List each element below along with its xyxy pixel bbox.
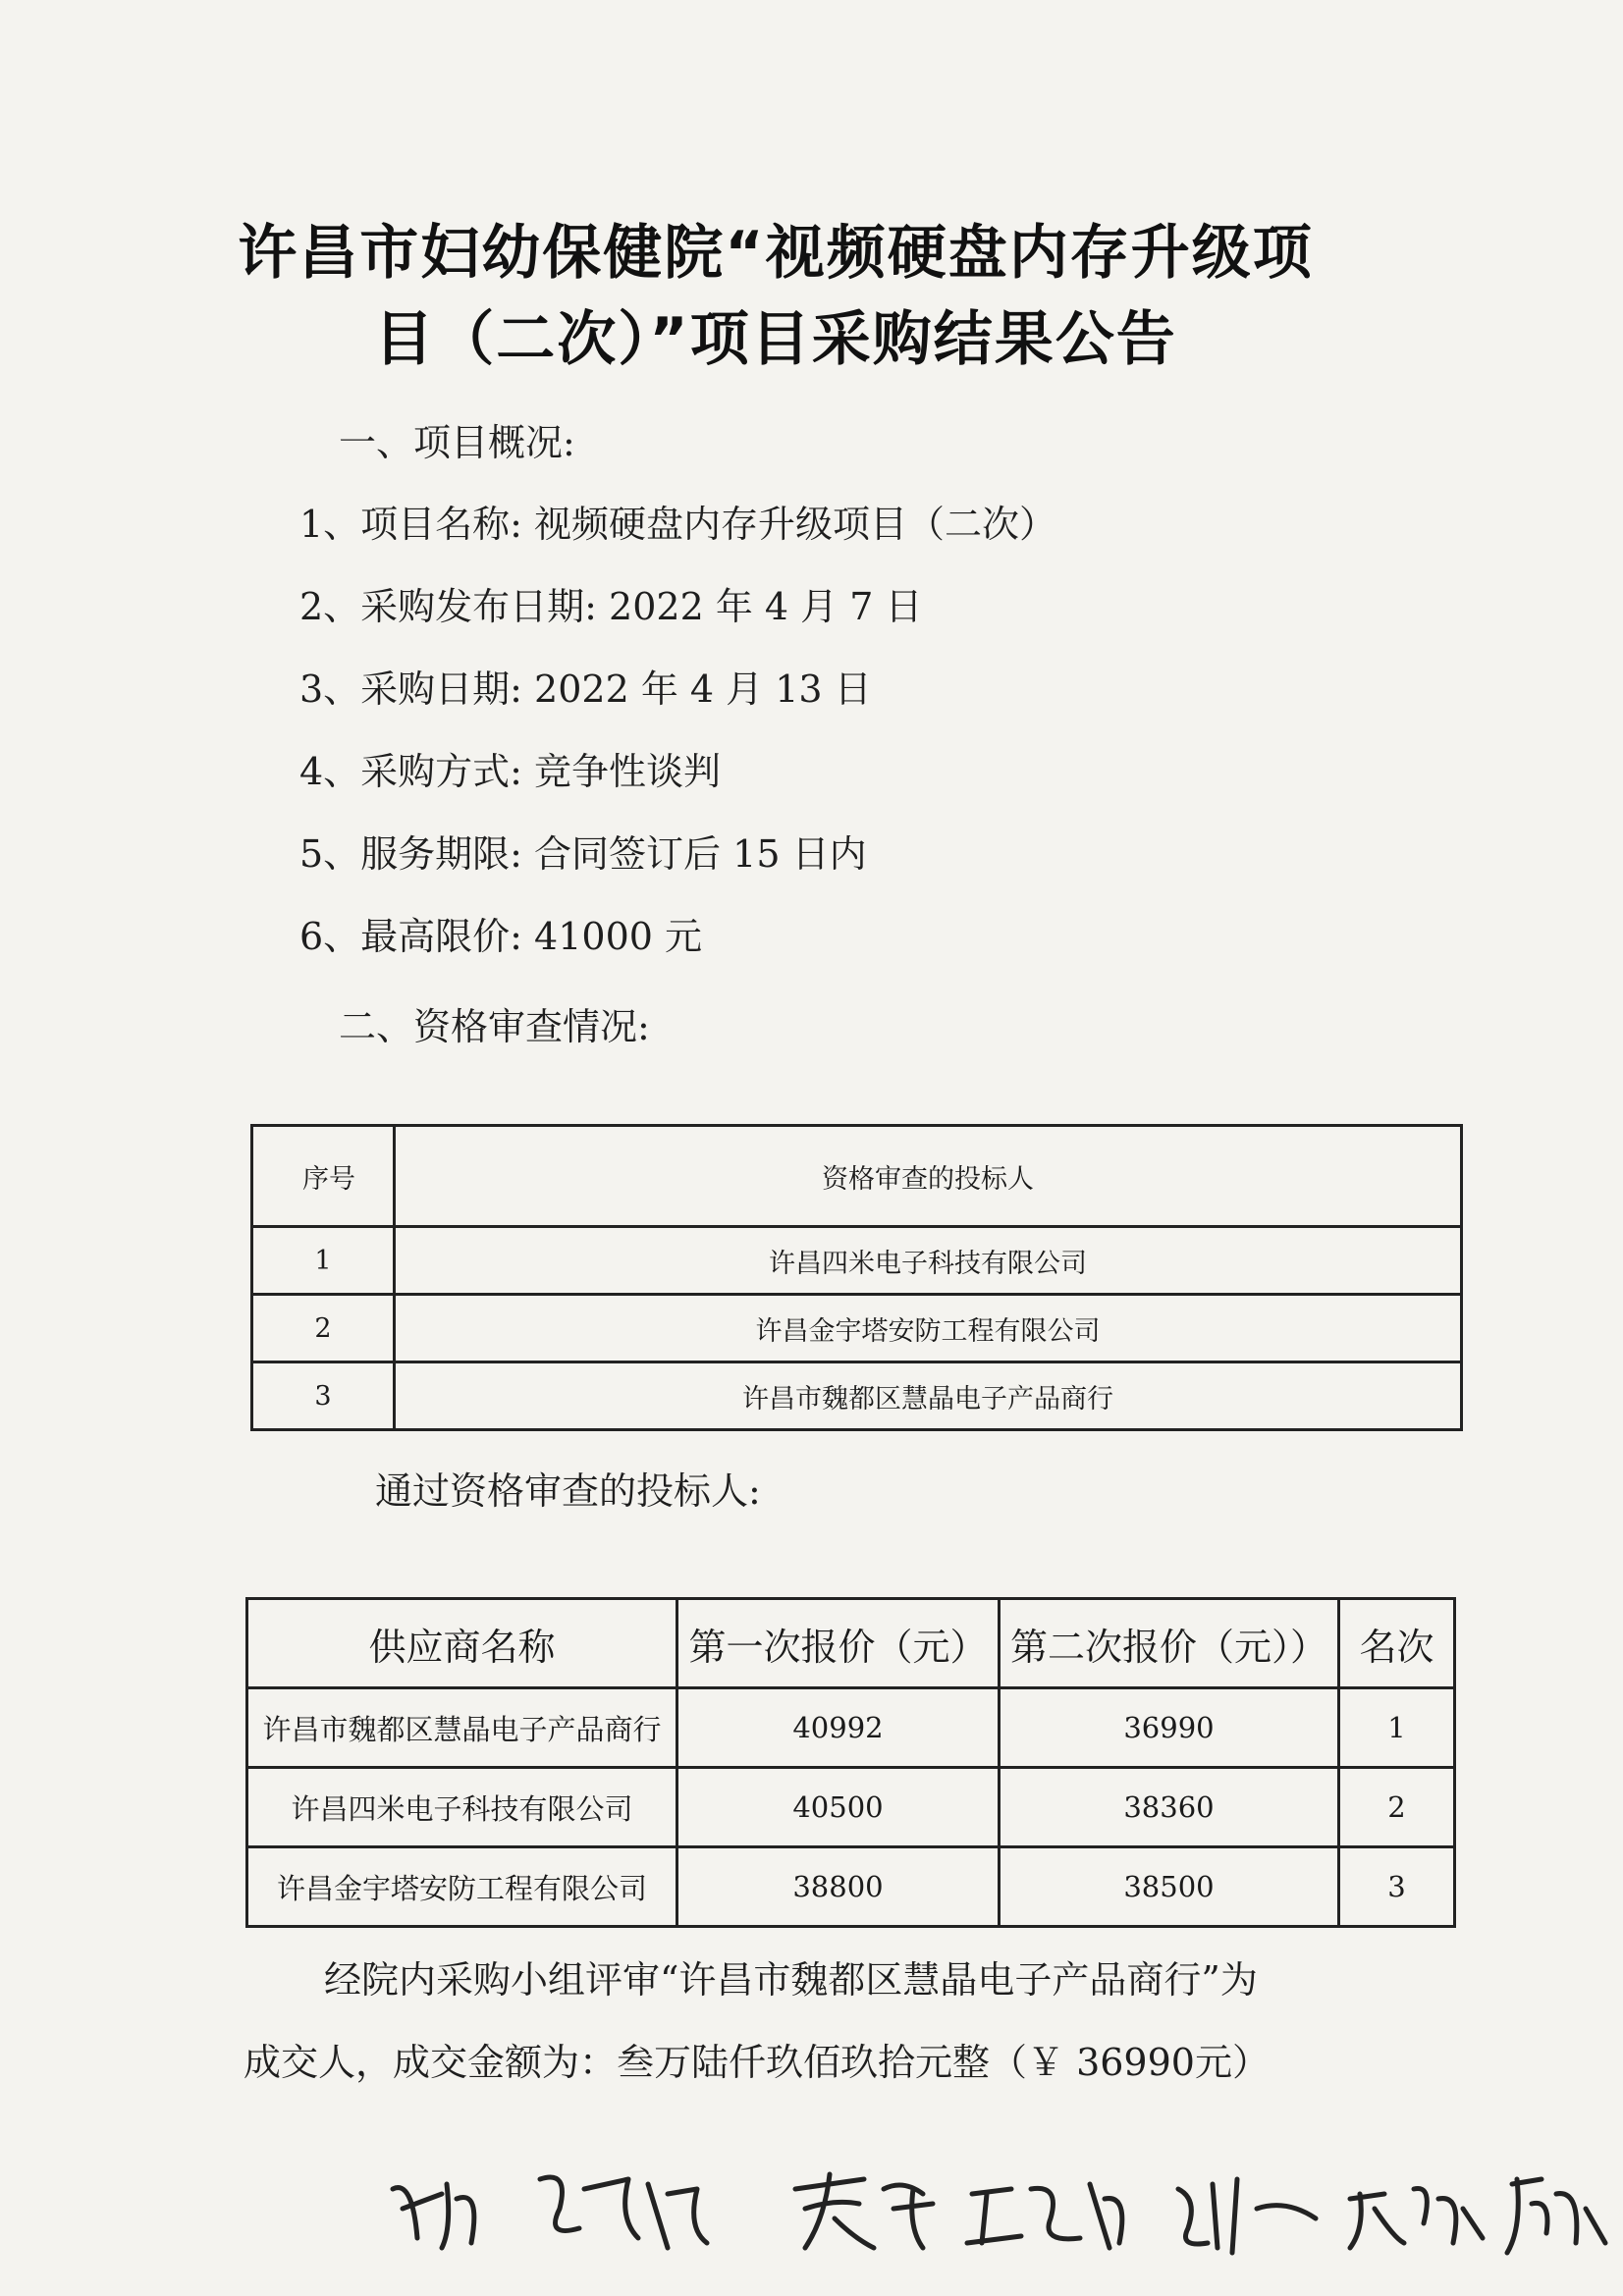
cell-bidder: 许昌市魏都区慧晶电子产品商行 [395,1362,1462,1430]
handwritten-signatures [373,2150,1610,2268]
table-row [247,1768,1455,1847]
item-publish-date: 2、采购发布日期: 2022 年 4 月 7 日 [299,585,923,628]
table-header-row [252,1126,1462,1227]
cell-supplier: 许昌市魏都区慧晶电子产品商行 [247,1688,677,1768]
cell-first-quote: 40500 [677,1768,1000,1847]
table-header-row [247,1599,1455,1688]
header-cell-second-quote: 第二次报价（元）） [1000,1599,1339,1688]
item-procurement-method: 4、采购方式: 竞争性谈判 [299,750,722,793]
document-title-line-2: 目（二次）”项目采购结果公告 [374,305,1177,374]
cell-serial: 1 [252,1227,395,1295]
cell-rank: 3 [1339,1847,1455,1927]
conclusion-line-1: 经院内采购小组评审“许昌市魏都区慧晶电子产品商行”为 [324,1958,1258,2002]
item-project-name: 1、项目名称: 视频硬盘内存升级项目（二次） [299,503,1057,546]
item-procurement-date: 3、采购日期: 2022 年 4 月 13 日 [299,667,872,711]
item-max-price: 6、最高限价: 41000 元 [299,915,703,958]
table-row [252,1227,1462,1295]
cell-second-quote: 38360 [1000,1768,1339,1847]
header-cell-serial: 序号 [252,1126,395,1227]
section-1-heading: 一、项目概况: [339,421,575,464]
quotation-table [245,1597,1456,1928]
item-service-period: 5、服务期限: 合同签订后 15 日内 [299,832,867,876]
table-row [247,1847,1455,1927]
cell-first-quote: 40992 [677,1688,1000,1768]
passed-bidders-heading: 通过资格审查的投标人: [375,1469,761,1513]
cell-serial: 3 [252,1362,395,1430]
table-row [252,1362,1462,1430]
section-2-heading: 二、资格审查情况: [339,1005,650,1048]
header-cell-first-quote: 第一次报价（元） [677,1599,1000,1688]
cell-bidder: 许昌金宇塔安防工程有限公司 [395,1295,1462,1362]
document-title-line-1: 许昌市妇幼保健院“视频硬盘内存升级项 [238,219,1314,288]
cell-rank: 2 [1339,1768,1455,1847]
qualification-review-table [250,1124,1463,1431]
header-cell-rank: 名次 [1339,1599,1455,1688]
header-cell-supplier: 供应商名称 [247,1599,677,1688]
cell-rank: 1 [1339,1688,1455,1768]
cell-serial: 2 [252,1295,395,1362]
conclusion-line-2: 成交人，成交金额为：叁万陆仟玖佰玖拾元整（￥ 36990元） [243,2041,1270,2084]
cell-first-quote: 38800 [677,1847,1000,1927]
cell-supplier: 许昌四米电子科技有限公司 [247,1768,677,1847]
cell-bidder: 许昌四米电子科技有限公司 [395,1227,1462,1295]
cell-second-quote: 38500 [1000,1847,1339,1927]
table-row [247,1688,1455,1768]
header-cell-bidder: 资格审查的投标人 [395,1126,1462,1227]
table-row [252,1295,1462,1362]
cell-second-quote: 36990 [1000,1688,1339,1768]
cell-supplier: 许昌金宇塔安防工程有限公司 [247,1847,677,1927]
